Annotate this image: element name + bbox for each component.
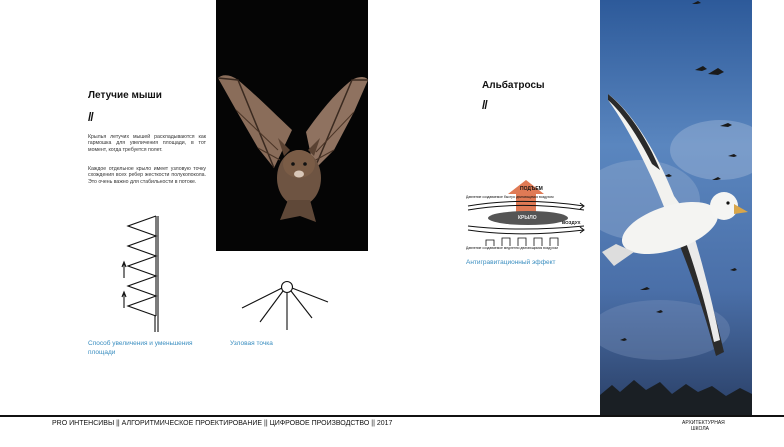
footer-divider <box>0 415 784 417</box>
footer-text: PRO ИНТЕНСИВЫ || АЛГОРИТМИЧЕСКОЕ ПРОЕКТИРОВАНИЕ || ЦИФРОВОЕ ПРОИЗВОДСТВО || 2017 <box>52 420 393 427</box>
lift-diagram <box>462 180 590 258</box>
albatross-photo <box>600 0 752 415</box>
bat-photo <box>216 0 368 251</box>
albatross-slashes: // <box>482 98 487 112</box>
caption-antigravity: Антигравитационный эффект <box>466 259 556 266</box>
albatross-title: Альбатросы <box>482 80 545 91</box>
slow-air-pressure-text: Давление создаваемое медленно двигающимся воздухом <box>466 246 558 250</box>
bats-slashes: // <box>88 110 93 124</box>
bats-paragraph-2: Каждое отдельное крыло имеет узловую точку схождения всех ребер жесткости полукопокола. Это очень важно для стабильности в потоке. <box>88 166 206 185</box>
caption-fold-method: Способ увеличения и уменьшения площади <box>88 340 193 356</box>
wing-fold-diagram <box>112 212 164 336</box>
lift-label: ПОДЪЕМ <box>520 186 543 192</box>
school-line-2: ШКОЛА <box>691 426 709 432</box>
caption-node-point: Узловая точка <box>230 340 273 347</box>
bats-paragraph-1: Крылья летучих мышей раскладываются как гармошка для увеличения площади, в тот момент, когда требуется полет. <box>88 134 206 153</box>
bats-title: Летучие мыши <box>88 90 162 101</box>
school-line-1: АРХИТЕКТУРНАЯ <box>682 420 725 426</box>
school-label <box>682 420 725 432</box>
wing-label: КРЫЛО <box>518 215 537 221</box>
node-point-diagram <box>240 278 330 332</box>
air-label: ВОЗДУХ <box>562 220 581 225</box>
fast-air-pressure-text: Давление создаваемое быстро двигающимся воздухом <box>466 195 554 199</box>
